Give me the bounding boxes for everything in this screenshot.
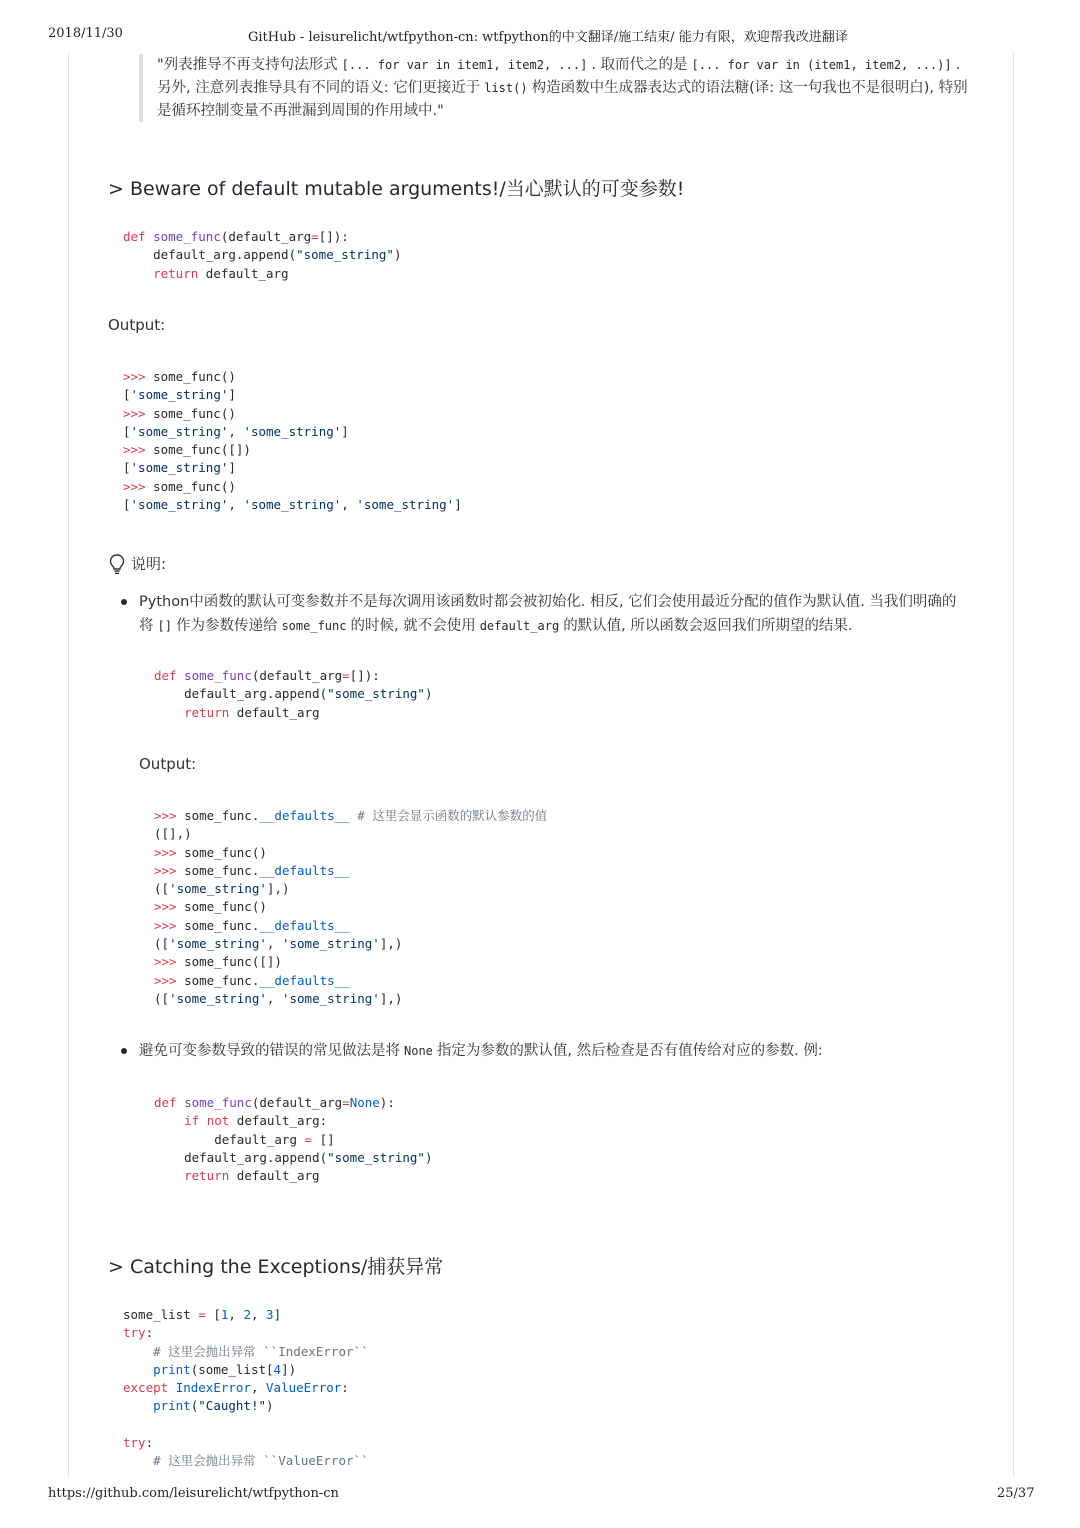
code-line: (['some_string', 'some_string'],) (154, 990, 403, 1006)
code-line: default_arg = [] (154, 1131, 335, 1147)
b2-code-1: None (404, 1044, 433, 1058)
code-line: >>> some_func() (123, 478, 236, 494)
page-header-title: GitHub - leisurelicht/wtfpython-cn: wtfpython的中文翻译/施工结束/ 能力有限，欢迎帮我改进翻译 (248, 30, 848, 45)
code-line: try: (123, 1325, 154, 1341)
code-line: return default_arg (184, 1168, 320, 1184)
code-line: some_list = [1, 2, 3] (123, 1307, 282, 1322)
code-block-5 (154, 1094, 432, 1185)
code-line: >>> some_func([]) (123, 442, 251, 458)
code-line: >>> some_func.__defaults__ (154, 862, 350, 878)
code-line: default_arg.append("some_string") (154, 686, 433, 702)
code-line: ['some_string', 'some_string'] (123, 423, 349, 439)
bq-code-1: [... for var in item1, item2, ...] (341, 58, 588, 72)
code-line: def some_func(default_arg=[]): (123, 229, 349, 244)
footer-url[interactable]: https://github.com/leisurelicht/wtfpython-cn (48, 1486, 339, 1501)
code-line: ['some_string'] (123, 460, 236, 476)
code-block-3 (154, 667, 432, 722)
code-line: # 这里会抛出异常 ``ValueError`` (153, 1453, 369, 1469)
b1-text-3: 的时候, 就不会使用 (350, 618, 476, 634)
code-line: # 这里会抛出异常 ``IndexError`` (153, 1343, 369, 1359)
section-heading-mutable-args[interactable]: > Beware of default mutable arguments!/当心默认的可变参数! (108, 178, 685, 200)
code-line: >>> some_func.__defaults__ # 这里会显示函数的默认参数的值 (154, 808, 548, 823)
explanation-bullet-2 (139, 1039, 969, 1063)
code-line: (['some_string', 'some_string'],) (154, 936, 403, 952)
b1-code-1: [] (157, 619, 172, 633)
blockquote-bar (139, 54, 143, 122)
code-line: return default_arg (184, 704, 320, 720)
content-border-right (1013, 52, 1014, 1478)
b1-code-3: default_arg (479, 619, 560, 633)
bullet-dot (121, 599, 127, 605)
code-block-2 (123, 368, 462, 514)
code-line: >>> some_func() (123, 405, 236, 421)
code-line: print(some_list[4]) (153, 1361, 297, 1377)
bq-text-4: 构造函数中生成器表达式的语法糖(译: 这一句我也不是很明白), 特别是循环控制变量不再泄漏到周围的作用域中." (157, 80, 968, 119)
code-line: >>> some_func() (154, 899, 267, 915)
b1-code-2: some_func (281, 619, 347, 633)
print-date: 2018/11/30 (48, 26, 123, 41)
code-block-1 (123, 228, 401, 283)
content-border-left (68, 52, 69, 1478)
code-line: except IndexError, ValueError: (123, 1380, 349, 1396)
code-line: try: (123, 1435, 154, 1451)
output-label-2: Output: (139, 755, 197, 773)
explanation-bullet-1 (139, 590, 969, 638)
code-block-6 (123, 1306, 369, 1471)
bq-text-2: . 取而代之的是 (591, 57, 688, 73)
b2-text-2: 指定为参数的默认值, 然后检查是否有值传给对应的参数. 例: (436, 1043, 823, 1059)
code-line: default_arg.append("some_string") (154, 1149, 433, 1165)
bullet-dot (121, 1048, 127, 1054)
bq-text-3: . 另外, 注意列表推导具有不同的语义: 它们更接近于 (157, 57, 961, 96)
code-line: if not default_arg: (184, 1113, 328, 1129)
explanation-label: 说明: (131, 555, 167, 573)
bq-code-3: list() (484, 81, 528, 95)
b1-text-4: 的默认值, 所以函数会返回我们所期望的结果. (563, 618, 853, 634)
code-line: >>> some_func() (123, 369, 236, 384)
section-heading-catching-exceptions[interactable]: > Catching the Exceptions/捕获异常 (108, 1256, 444, 1278)
code-line: return default_arg (153, 265, 289, 281)
code-line: >>> some_func.__defaults__ (154, 917, 350, 933)
bq-text-1: "列表推导不再支持句法形式 (157, 57, 338, 73)
lightbulb-icon (108, 553, 126, 575)
code-line: ([],) (154, 826, 192, 842)
code-line: >>> some_func([]) (154, 954, 282, 970)
code-line: def some_func(default_arg=[]): (154, 668, 380, 683)
bq-code-2: [... for var in (item1, item2, ...)] (691, 58, 952, 72)
b2-text-1: 避免可变参数导致的错误的常见做法是将 (139, 1043, 400, 1059)
page-number: 25/37 (997, 1486, 1035, 1501)
output-label: Output: (108, 316, 166, 334)
code-line: >>> some_func.__defaults__ (154, 972, 350, 988)
code-line: (['some_string'],) (154, 881, 290, 897)
code-line: print("Caught!") (153, 1398, 274, 1414)
code-line: >>> some_func() (154, 844, 267, 860)
code-line: def some_func(default_arg=None): (154, 1095, 395, 1110)
code-line: default_arg.append("some_string") (123, 247, 402, 263)
blockquote (157, 54, 977, 123)
code-line: ['some_string'] (123, 387, 236, 403)
code-line: ['some_string', 'some_string', 'some_string'] (123, 497, 462, 513)
code-block-4 (154, 807, 547, 1008)
b1-text-1: Python中函数的默认可变参数并不是每次调用该函数时都会被初始化. 相反, 它们会使用最近分配的值作为默认值. 当我们明确的将 (139, 594, 957, 634)
b1-text-2: 作为参数传递给 (175, 618, 278, 634)
